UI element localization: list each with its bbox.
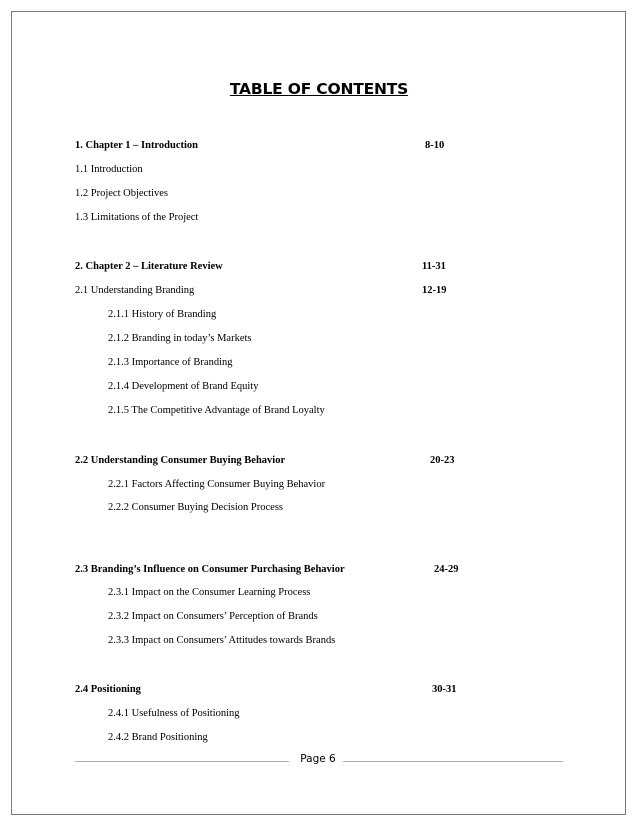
toc-entry-text: 2.4.1 Usefulness of Positioning <box>108 708 240 719</box>
toc-entry-text: 1.3 Limitations of the Project <box>75 212 199 223</box>
toc-entry-2-2-2 <box>0 502 638 516</box>
toc-entry-2-1 <box>0 285 638 299</box>
toc-entry-text: 2.1 Understanding Branding <box>75 285 195 296</box>
toc-entry-2-1-2 <box>0 333 638 347</box>
page-number: Page 6 <box>300 753 336 765</box>
footer-rule-left <box>75 761 289 762</box>
toc-entry-2-4-2 <box>0 732 638 746</box>
toc-entry-chapter-2 <box>0 261 638 275</box>
toc-entry-1-2 <box>0 188 638 202</box>
toc-entry-page: 11-31 <box>422 261 446 272</box>
toc-entry-text: 2.1.2 Branding in today’s Markets <box>108 333 252 344</box>
toc-entry-page: 24-29 <box>434 564 459 575</box>
toc-entry-1-3 <box>0 212 638 226</box>
toc-entry-2-4 <box>0 684 638 698</box>
toc-entry-text: 2.4 Positioning <box>75 684 141 695</box>
toc-entry-text: 2.2.1 Factors Affecting Consumer Buying Behavior <box>108 479 326 490</box>
footer-rule-right <box>343 761 563 762</box>
toc-entry-2-3-3 <box>0 635 638 649</box>
toc-entry-text: 2.1.1 History of Branding <box>108 309 217 320</box>
toc-entry-text: 2.1.4 Development of Brand Equity <box>108 381 259 392</box>
toc-entry-text: 2.2 Understanding Consumer Buying Behavior <box>75 455 286 466</box>
toc-entry-2-1-4 <box>0 381 638 395</box>
toc-entry-text: 2.3.1 Impact on the Consumer Learning Process <box>108 587 311 598</box>
toc-entry-text: 1.1 Introduction <box>75 164 143 175</box>
toc-entry-2-3 <box>0 564 638 578</box>
toc-entry-2-2-1 <box>0 479 638 493</box>
toc-entry-text: 2.3.2 Impact on Consumers’ Perception of Brands <box>108 611 318 622</box>
toc-entry-text: 2.2.2 Consumer Buying Decision Process <box>108 502 283 513</box>
toc-entry-text: 1.2 Project Objectives <box>75 188 169 199</box>
toc-entry-text: 2.4.2 Brand Positioning <box>108 732 208 743</box>
toc-entry-page: 8-10 <box>425 140 445 151</box>
toc-entry-page: 20-23 <box>430 455 455 466</box>
toc-entry-2-4-1 <box>0 708 638 722</box>
toc-entry-2-1-5 <box>0 405 638 419</box>
toc-entry-text: 2.3.3 Impact on Consumers’ Attitudes towards Brands <box>108 635 336 646</box>
toc-entry-text: 2.3 Branding’s Influence on Consumer Purchasing Behavior <box>75 564 345 575</box>
toc-entry-2-1-1 <box>0 309 638 323</box>
toc-entry-page: 12-19 <box>422 285 447 296</box>
toc-entry-chapter-1 <box>0 140 638 154</box>
toc-entry-2-1-3 <box>0 357 638 371</box>
toc-entry-2-2 <box>0 455 638 469</box>
toc-entry-2-3-1 <box>0 587 638 601</box>
toc-entry-text: 2.1.3 Importance of Branding <box>108 357 233 368</box>
toc-entry-2-3-2 <box>0 611 638 625</box>
toc-entry-text: 1. Chapter 1 – Introduction <box>75 140 199 151</box>
toc-entry-page: 30-31 <box>432 684 457 695</box>
toc-entry-1-1 <box>0 164 638 178</box>
toc-entry-text: 2. Chapter 2 – Literature Review <box>75 261 223 272</box>
toc-title: TABLE OF CONTENTS <box>229 80 409 98</box>
toc-entry-text: 2.1.5 The Competitive Advantage of Brand Loyalty <box>108 405 325 416</box>
